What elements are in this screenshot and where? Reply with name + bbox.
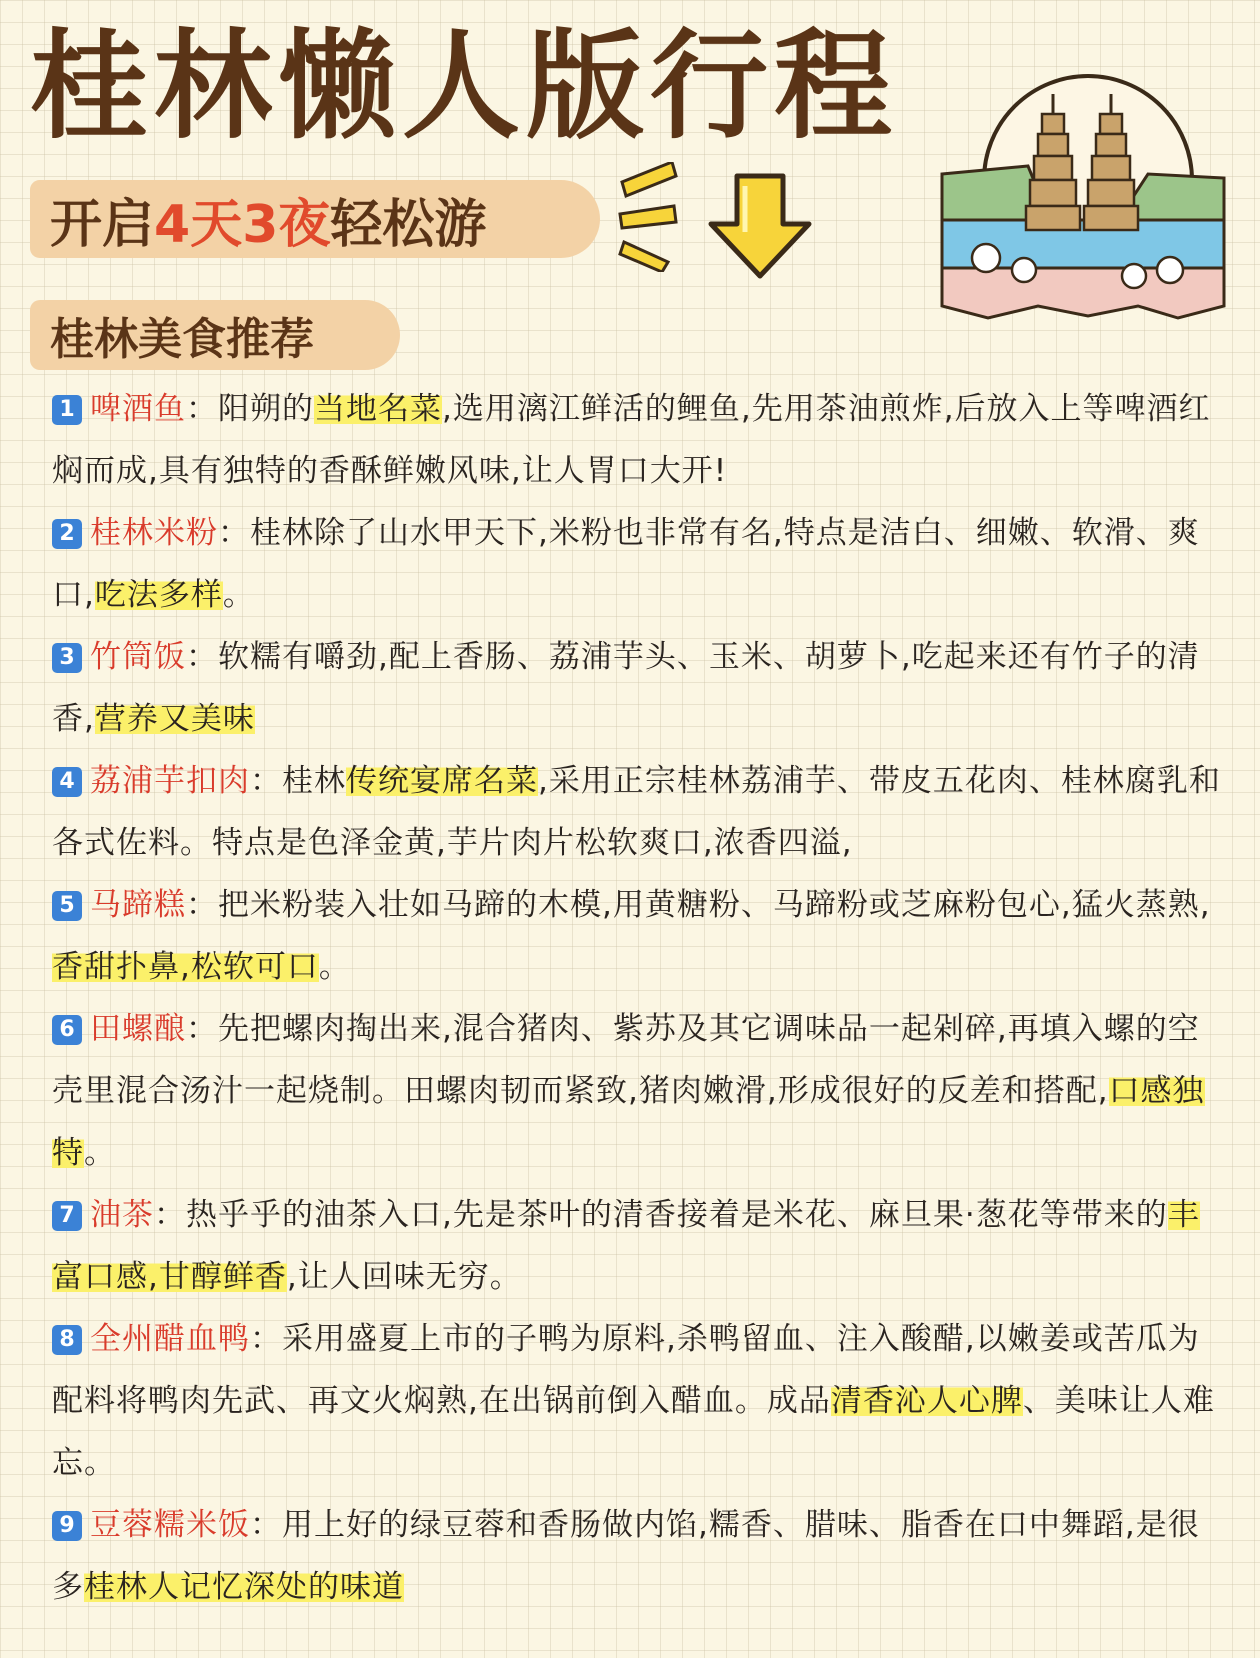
item-separator: ： [186, 391, 218, 427]
item-text: ,选用漓江鲜活的鲤鱼,先用茶油煎炸,后放入上等啤酒红焖而成,具有独特的香酥鲜嫩风味,让人胃口大开! [52, 391, 1211, 489]
subtitle-highlight: 4天3夜 [154, 194, 331, 255]
item-highlight: 传统宴席名菜 [346, 763, 538, 799]
list-item [52, 502, 1222, 626]
item-number-badge: 6 [52, 1015, 82, 1045]
item-highlight: 口感独特 [52, 1073, 1205, 1171]
item-name: 马蹄糕 [90, 887, 186, 923]
item-name: 荔浦芋扣肉 [90, 763, 250, 799]
list-item [52, 1308, 1222, 1494]
subtitle-banner [30, 180, 600, 258]
item-text: 。 [222, 577, 255, 613]
item-text: 把米粉装入壮如马蹄的木模,用黄糖粉、马蹄粉或芝麻粉包心,猛火蒸熟, [218, 887, 1211, 923]
twin-pagodas-illustration [938, 70, 1228, 320]
list-item [52, 626, 1222, 750]
item-name: 桂林米粉 [90, 515, 218, 551]
subtitle-prefix: 开启 [50, 194, 155, 255]
item-separator: ： [186, 887, 218, 923]
item-number-badge: 5 [52, 891, 82, 921]
item-separator: ： [154, 1197, 186, 1233]
list-item [52, 874, 1222, 998]
item-highlight: 桂林人记忆深处的味道 [84, 1569, 404, 1605]
item-text: 先把螺肉掏出来,混合猪肉、紫苏及其它调味品一起剁碎,再填入螺的空壳里混合汤汁一起烧制。田螺肉韧而紧致,猪肉嫩滑,形成很好的反差和搭配, [52, 1011, 1200, 1109]
item-text: 、美味让人难忘。 [52, 1383, 1215, 1481]
item-text: 用上好的绿豆蓉和香肠做内馅,糯香、腊味、脂香在口中舞蹈,是很多 [52, 1507, 1200, 1605]
item-separator: ： [186, 1011, 218, 1047]
item-highlight: 吃法多样 [94, 577, 223, 613]
burst-lines-icon [612, 162, 692, 272]
item-separator: ： [250, 763, 282, 799]
item-text: 采用盛夏上市的子鸭为原料,杀鸭留血、注入酸醋,以嫩姜或苦瓜为配料将鸭肉先武、再文火焖熟,在出锅前倒入醋血。成品 [52, 1321, 1200, 1419]
item-number-badge: 2 [52, 519, 82, 549]
item-separator: ： [250, 1321, 282, 1357]
item-name: 啤酒鱼 [90, 391, 186, 427]
item-text: 桂林 [282, 763, 346, 799]
list-item [52, 1494, 1222, 1618]
item-highlight: 香甜扑鼻,松软可口 [52, 949, 319, 985]
item-text: 阳朔的 [218, 391, 314, 427]
item-highlight: 营养又美味 [94, 701, 255, 737]
item-text: 桂林除了山水甲天下,米粉也非常有名,特点是洁白、细嫩、软滑、爽口, [52, 515, 1200, 613]
item-name: 田螺酿 [90, 1011, 186, 1047]
item-separator: ： [250, 1507, 282, 1543]
item-text: 。 [84, 1135, 116, 1171]
section-heading: 桂林美食推荐 [30, 300, 400, 370]
item-number-badge: 9 [52, 1511, 82, 1541]
food-list [52, 378, 1222, 1618]
item-text: 软糯有嚼劲,配上香肠、荔浦芋头、玉米、胡萝卜,吃起来还有竹子的清香, [52, 639, 1200, 737]
item-name: 豆蓉糯米饭 [90, 1507, 250, 1543]
list-item [52, 750, 1222, 874]
item-text: 热乎乎的油茶入口,先是茶叶的清香接着是米花、麻旦果·葱花等带来的 [186, 1197, 1168, 1233]
item-number-badge: 3 [52, 643, 82, 673]
list-item [52, 1184, 1222, 1308]
item-highlight: 清香沁人心脾 [830, 1383, 1023, 1419]
item-text: ,让人回味无穷。 [286, 1259, 522, 1295]
item-number-badge: 7 [52, 1201, 82, 1231]
item-number-badge: 1 [52, 395, 82, 425]
list-item [52, 378, 1222, 502]
item-highlight: 当地名菜 [314, 391, 442, 427]
item-separator: ： [186, 639, 218, 675]
item-text: 。 [318, 949, 351, 985]
item-text: ,采用正宗桂林荔浦芋、带皮五花肉、桂林腐乳和各式佐料。特点是色泽金黄,芋片肉片松软爽口,浓香四溢, [52, 763, 1221, 861]
item-highlight: 丰富口感,甘醇鲜香 [52, 1197, 1200, 1295]
down-arrow-icon [705, 172, 815, 282]
item-name: 全州醋血鸭 [90, 1321, 250, 1357]
item-number-badge: 8 [52, 1325, 82, 1355]
item-name: 竹筒饭 [90, 639, 186, 675]
item-name: 油茶 [90, 1197, 154, 1233]
item-number-badge: 4 [52, 767, 82, 797]
list-item [52, 998, 1222, 1184]
subtitle-suffix: 轻松游 [330, 194, 487, 255]
item-separator: ： [218, 515, 250, 551]
page-title: 桂林懒人版行程 [30, 17, 899, 155]
